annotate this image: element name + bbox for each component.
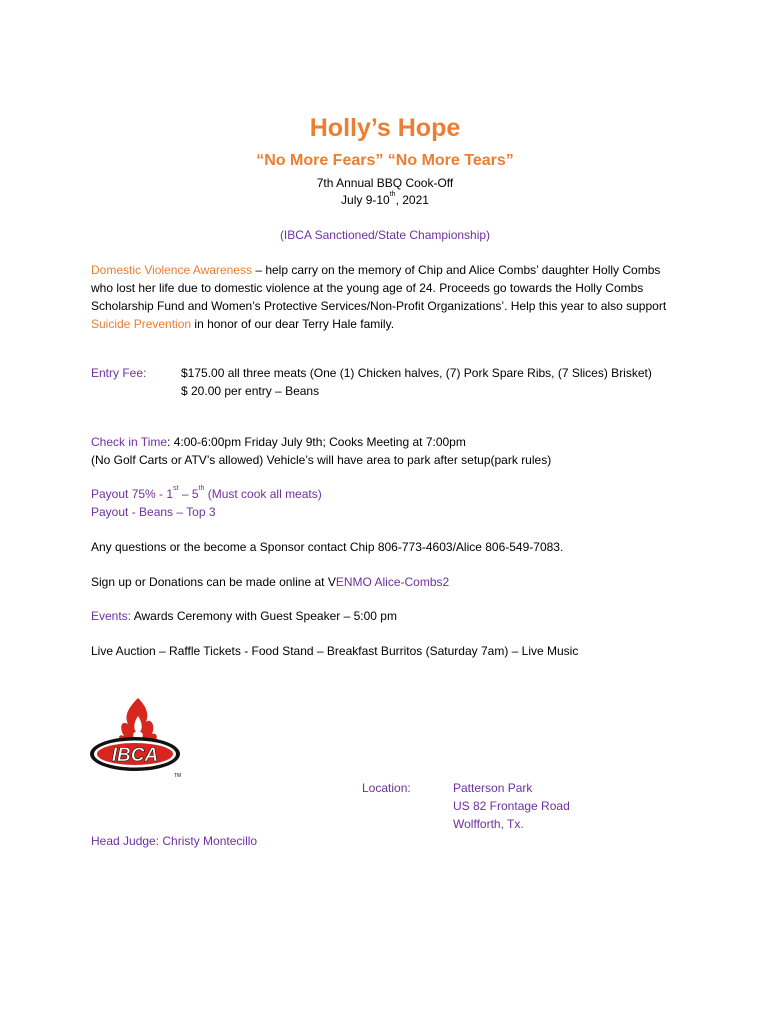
entry-fee-line-2: $ 20.00 per entry – Beans — [181, 384, 320, 398]
payout-sup-2: th — [198, 485, 205, 492]
ibca-logo — [88, 694, 188, 784]
checkin-label: Check in Time — [91, 435, 168, 449]
intro-text-2: in honor of our dear Terry Hale family. — [191, 317, 395, 331]
payout-text-b: – 5 — [178, 487, 199, 501]
activities-line: Live Auction – Raffle Tickets - Food Stand – Breakfast Burritos (Saturday 7am) – Live Music — [91, 644, 579, 658]
events-label: Events: — [91, 609, 132, 623]
logo-tm: TM — [174, 773, 182, 779]
event-date-suffix: , 2021 — [395, 193, 429, 207]
payout-line-1 — [91, 487, 322, 501]
events-line — [91, 609, 397, 623]
intro-paragraph — [91, 261, 681, 333]
sanction-line: (IBCA Sanctioned/State Championship) — [279, 228, 491, 242]
signup-text: Sign up or Donations can be made online at V — [91, 575, 336, 589]
location-line-3: Wolfforth, Tx. — [453, 817, 524, 831]
page-subtitle: “No More Fears” “No More Tears” — [256, 152, 514, 169]
payout-text-a: Payout 75% - 1 — [91, 487, 174, 501]
checkin-note: (No Golf Carts or ATV’s allowed) Vehicle’s will have area to park after setup(park rules) — [91, 453, 552, 467]
location-line-2: US 82 Frontage Road — [453, 799, 570, 813]
signup-line — [91, 575, 449, 589]
events-text: Awards Ceremony with Guest Speaker – 5:00 pm — [131, 609, 397, 623]
payout-text-c: (Must cook all meats) — [204, 487, 322, 501]
location-label: Location: — [362, 781, 411, 795]
location-line-1: Patterson Park — [453, 781, 533, 795]
flame-icon — [88, 694, 188, 784]
contact-line: Any questions or the become a Sponsor contact Chip 806-773-4603/Alice 806-549-7083. — [91, 540, 564, 554]
checkin-text: : 4:00-6:00pm Friday July 9th; Cooks Meeting at 7:00pm — [167, 435, 466, 449]
event-date-prefix: July 9-10 — [341, 193, 390, 207]
dv-awareness-label: Domestic Violence Awareness — [91, 263, 252, 277]
payout-sup-1: st — [173, 485, 179, 492]
event-line: 7th Annual BBQ Cook-Off — [316, 176, 454, 190]
payout-line-2: Payout - Beans – Top 3 — [91, 505, 216, 519]
intro-text-1: – help carry on the memory of Chip and Alice Combs’ daughter Holly Combs who lost her life due to domestic violence at the young age of 24. Proceeds go towards the Holly Combs Scholarship Fund and Women’s Protective Services/Non-Profit Organizations’. Help this year to also support — [91, 263, 667, 313]
entry-fee-line-1: $175.00 all three meats (One (1) Chicken halves, (7) Pork Spare Ribs, (7 Slices) Brisket) — [181, 366, 652, 380]
page-title: Holly’s Hope — [309, 114, 461, 142]
logo-text: IBCA — [111, 745, 159, 766]
event-date-sup: th — [389, 191, 396, 198]
checkin-line — [91, 435, 466, 449]
suicide-prevention-label: Suicide Prevention — [91, 317, 192, 331]
venmo-handle: ENMO Alice-Combs2 — [335, 575, 450, 589]
entry-fee-label: Entry Fee: — [91, 366, 147, 380]
event-date — [0, 193, 770, 207]
head-judge: Head Judge: Christy Montecillo — [91, 834, 258, 848]
